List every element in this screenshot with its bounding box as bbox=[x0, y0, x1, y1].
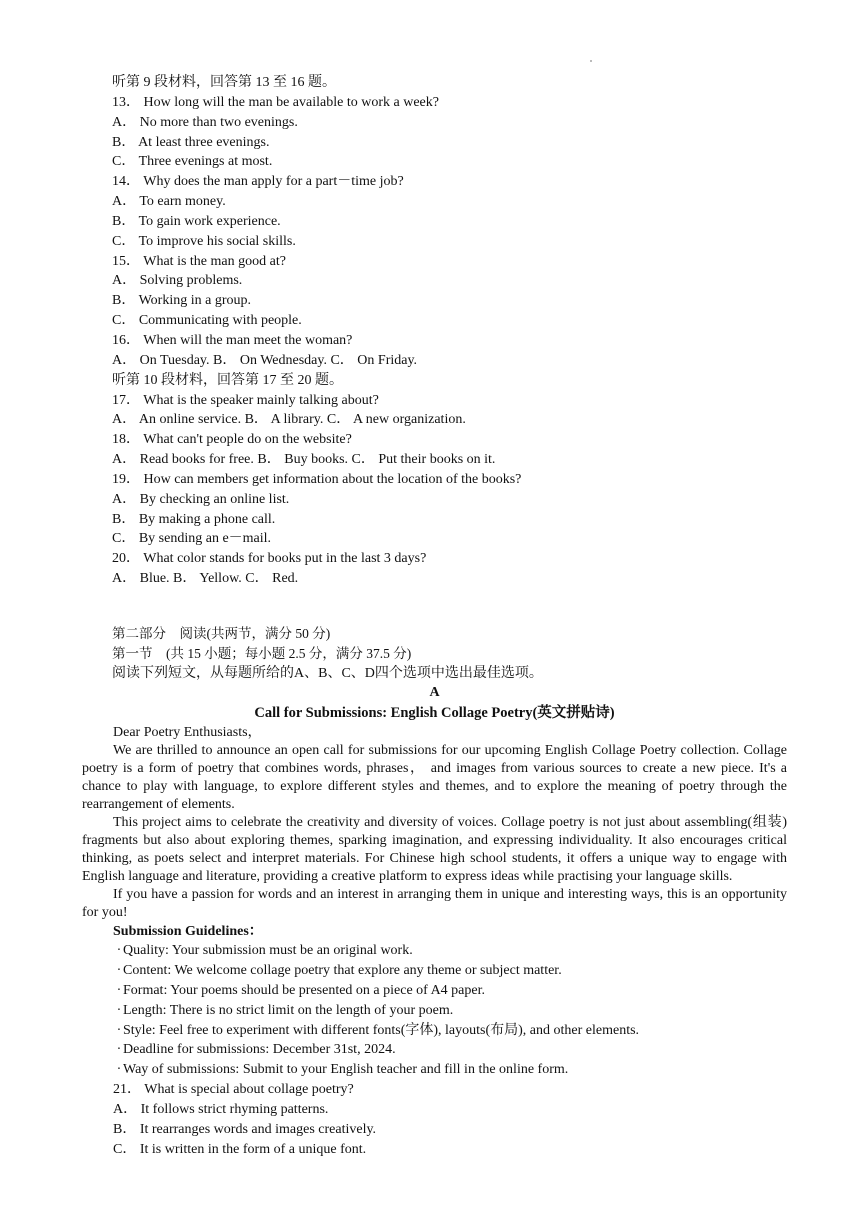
bullet-dot: · bbox=[116, 1042, 122, 1058]
guideline-text: Format: Your poems should be presented on a piece of A4 paper. bbox=[123, 982, 485, 998]
listening-line: 14． Why does the man apply for a part－time job? bbox=[112, 174, 404, 190]
listening-line: C． Three evenings at most. bbox=[112, 154, 273, 170]
listening-line: 19． How can members get information about the location of the books? bbox=[112, 471, 522, 487]
listening-line: 15． What is the man good at? bbox=[112, 253, 286, 269]
paragraph: If you have a passion for words and an interest in arranging them in unique and interesting ways, this is an opportunity for you! bbox=[82, 887, 787, 920]
passage-title: Call for Submissions: English Collage Poetry(英文拼贴诗) bbox=[254, 705, 615, 721]
question-line: C． It is written in the form of a unique font. bbox=[113, 1141, 367, 1157]
bullet-dot: · bbox=[116, 962, 122, 978]
listening-line: A． Blue. B． Yellow. C． Red. bbox=[112, 571, 299, 587]
listening-line: B． At least three evenings. bbox=[112, 134, 270, 150]
listening-line: C． By sending an e－mail. bbox=[112, 531, 272, 547]
guideline-item bbox=[82, 1021, 787, 1041]
paragraph: This project aims to celebrate the creativity and diversity of voices. Collage poetry is not just about assembling(组装) fragments but also about exploring themes, sparking imagination, and expressing individuality. It also encourages critical thinking, as poets select and interpret materials. For Chinese high school students, it offers a unique way to engage with English language and literature, providing a creative platform to express ideas while practising your language skills. bbox=[82, 815, 787, 884]
bullet-dot: · bbox=[116, 943, 122, 958]
question-line: A． It follows strict rhyming patterns. bbox=[113, 1102, 329, 1118]
guideline-text: Way of submissions: Submit to your English teacher and fill in the online form. bbox=[123, 1062, 569, 1078]
guideline-item bbox=[82, 1060, 787, 1080]
guideline-item bbox=[82, 981, 787, 1001]
guideline-text: Deadline for submissions: December 31st, 2024. bbox=[123, 1042, 396, 1058]
listening-line: 18． What can't people do on the website? bbox=[112, 432, 352, 448]
section-title: 第一节 (共 15 小题；每小题 2.5 分，满分 37.5 分) bbox=[112, 646, 412, 661]
listening-line: B． By making a phone call. bbox=[112, 511, 276, 527]
bullet-dot: · bbox=[116, 1022, 122, 1038]
listening-line: A． By checking an online list. bbox=[112, 491, 290, 507]
listening-line: A． Read books for free. B． Buy books. C． Put their books on it. bbox=[112, 452, 496, 468]
listening-line: 听第 9 段材料，回答第 13 至 16 题。 bbox=[112, 75, 336, 90]
listening-line: 13． How long will the man be available to work a week? bbox=[112, 94, 439, 110]
guideline-text: Style: Feel free to experiment with different fonts(字体), layouts(布局), and other elements. bbox=[123, 1022, 640, 1038]
listening-line: 17． What is the speaker mainly talking about? bbox=[112, 392, 379, 408]
guideline-text: Quality: Your submission must be an original work. bbox=[123, 943, 413, 958]
guidelines-title: Submission Guidelines： bbox=[113, 924, 263, 939]
listening-line: C． To improve his social skills. bbox=[112, 233, 296, 249]
listening-line: 听第 10 段材料，回答第 17 至 20 题。 bbox=[112, 372, 343, 388]
bullet-dot: · bbox=[116, 1002, 122, 1018]
listening-line: B． Working in a group. bbox=[112, 293, 251, 309]
listening-section bbox=[112, 73, 812, 589]
scan-speck bbox=[590, 60, 592, 62]
instruction: 阅读下列短文，从每题所给的A、B、C、D四个选项中选出最佳选项。 bbox=[112, 666, 543, 681]
listening-line: A． To earn money. bbox=[112, 194, 226, 210]
reading-header bbox=[112, 624, 812, 684]
listening-line: A． An online service. B． A library. C． A new organization. bbox=[112, 412, 466, 428]
listening-line: B． To gain work experience. bbox=[112, 213, 281, 229]
salutation: Dear Poetry Enthusiasts， bbox=[113, 725, 262, 740]
guideline-text: Length: There is no strict limit on the length of your poem. bbox=[123, 1002, 454, 1018]
guideline-text: Content: We welcome collage poetry that explore any theme or subject matter. bbox=[123, 962, 562, 978]
guideline-item bbox=[82, 961, 787, 981]
listening-line: 20． What color stands for books put in the last 3 days? bbox=[112, 551, 427, 567]
passage-label: A bbox=[429, 685, 440, 700]
listening-line: 16． When will the man meet the woman? bbox=[112, 332, 353, 348]
passage bbox=[82, 684, 787, 1160]
question-line: 21． What is special about collage poetry? bbox=[113, 1082, 354, 1098]
listening-line: A． On Tuesday. B． On Wednesday. C． On Friday. bbox=[112, 352, 418, 368]
listening-line: A． No more than two evenings. bbox=[112, 114, 298, 130]
bullet-dot: · bbox=[116, 982, 122, 998]
guideline-item bbox=[82, 941, 787, 961]
guideline-item bbox=[82, 1040, 787, 1060]
listening-line: A． Solving problems. bbox=[112, 273, 243, 289]
passage-body bbox=[82, 724, 787, 922]
bullet-dot: · bbox=[116, 1062, 122, 1078]
paragraph: We are thrilled to announce an open call for submissions for our upcoming English Collage Poetry collection. Collage poetry is a form of poetry that combines words, phrases， and images from various sources to create a new piece. It's a chance to play with language, to explore different styles and themes, and to explore the meaning of poetry through the rearrangement of elements. bbox=[82, 743, 787, 812]
listening-line: C． Communicating with people. bbox=[112, 313, 302, 329]
guideline-item bbox=[82, 1001, 787, 1021]
part-title: 第二部分 阅读(共两节，满分 50 分) bbox=[112, 626, 331, 641]
question-line: B． It rearranges words and images creatively. bbox=[113, 1122, 377, 1138]
